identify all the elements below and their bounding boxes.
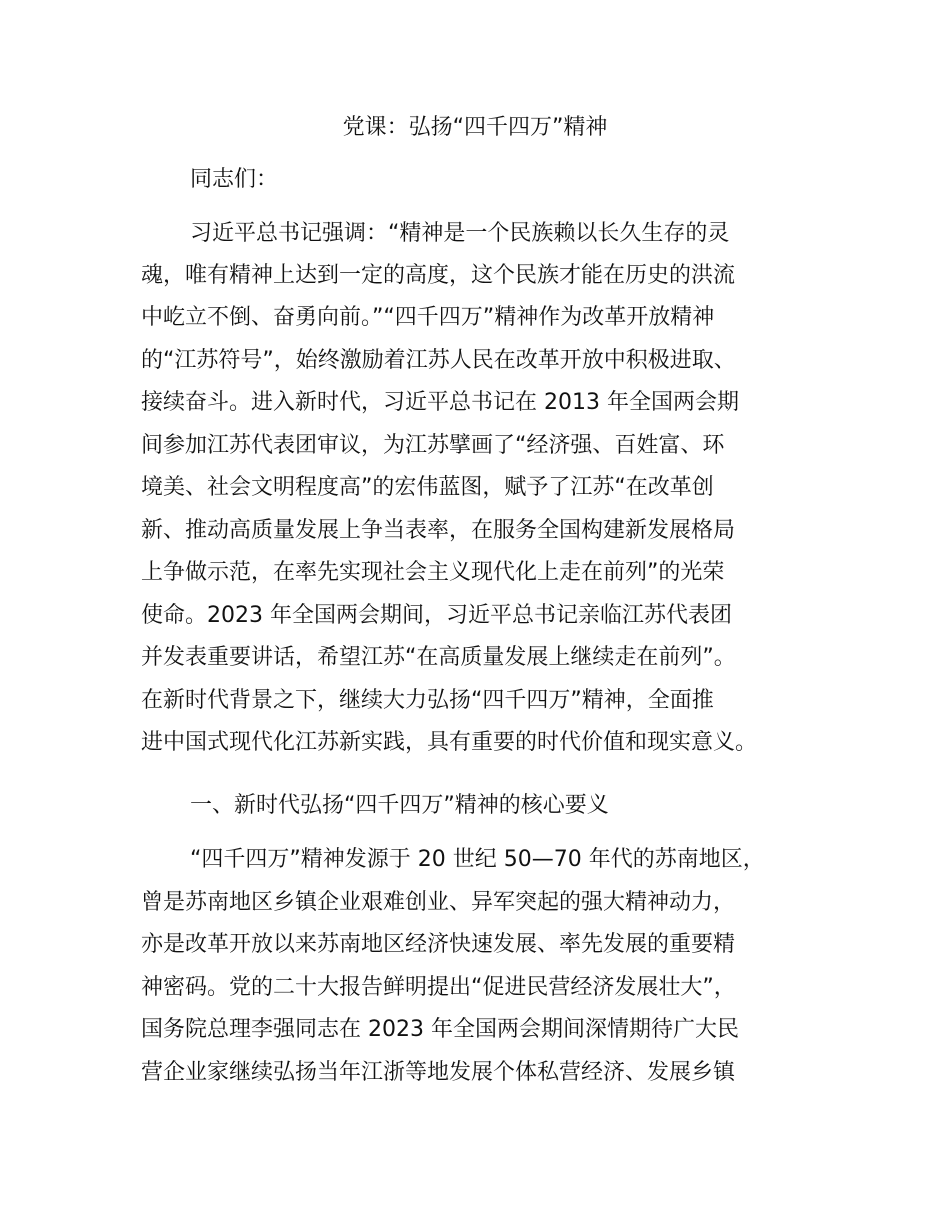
text-line: 接续奋斗。进入新时代，习近平总书记在 2013 年全国两会期 — [141, 390, 739, 415]
text-line: “四千四万”精神发源于 20 世纪 50—70 年代的苏南地区， — [190, 847, 765, 872]
text-line: 的“江苏符号”，始终激励着江苏人民在改革开放中积极进取、 — [141, 348, 736, 373]
text-line: 曾是苏南地区乡镇企业艰难创业、异军突起的强大精神动力， — [141, 890, 736, 915]
text-line: 上争做示范，在率先实现社会主义现代化上走在前列”的光荣 — [141, 560, 725, 585]
text-line: 亦是改革开放以来苏南地区经济快速发展、率先发展的重要精 — [141, 932, 736, 957]
text-line: 并发表重要讲话，希望江苏“在高质量发展上继续走在前列”。 — [141, 645, 736, 670]
text-line: 中屹立不倒、奋勇向前。”“四千四万”精神作为改革开放精神 — [141, 305, 715, 330]
text-line: 魂，唯有精神上达到一定的高度，这个民族才能在历史的洪流 — [141, 263, 736, 288]
text-line: 营企业家继续弘扬当年江浙等地发展个体私营经济、发展乡镇 — [141, 1060, 736, 1085]
text-line: 在新时代背景之下，继续大力弘扬“四千四万”精神，全面推 — [141, 688, 714, 713]
text-line: 进中国式现代化江苏新实践，具有重要的时代价值和现实意义。 — [141, 730, 758, 755]
document-title: 党课：弘扬“四千四万”精神 — [342, 115, 608, 140]
section-heading: 一、新时代弘扬“四千四万”精神的核心要义 — [190, 793, 609, 818]
text-line: 新、推动高质量发展上争当表率，在服务全国构建新发展格局 — [141, 518, 736, 543]
text-line: 国务院总理李强同志在 2023 年全国两会期间深情期待广大民 — [141, 1017, 739, 1042]
text-line: 境美、社会文明程度高”的宏伟蓝图，赋予了江苏“在改革创 — [141, 475, 714, 500]
text-line: 间参加江苏代表团审议，为江苏擘画了“经济强、百姓富、环 — [141, 433, 725, 458]
text-line: 习近平总书记强调：“精神是一个民族赖以长久生存的灵 — [190, 221, 730, 246]
salutation: 同志们： — [190, 167, 279, 192]
text-line: 使命。2023 年全国两会期间，习近平总书记亲临江苏代表团 — [141, 603, 732, 628]
text-line: 神密码。党的二十大报告鲜明提出“促进民营经济发展壮大”， — [141, 975, 736, 1000]
